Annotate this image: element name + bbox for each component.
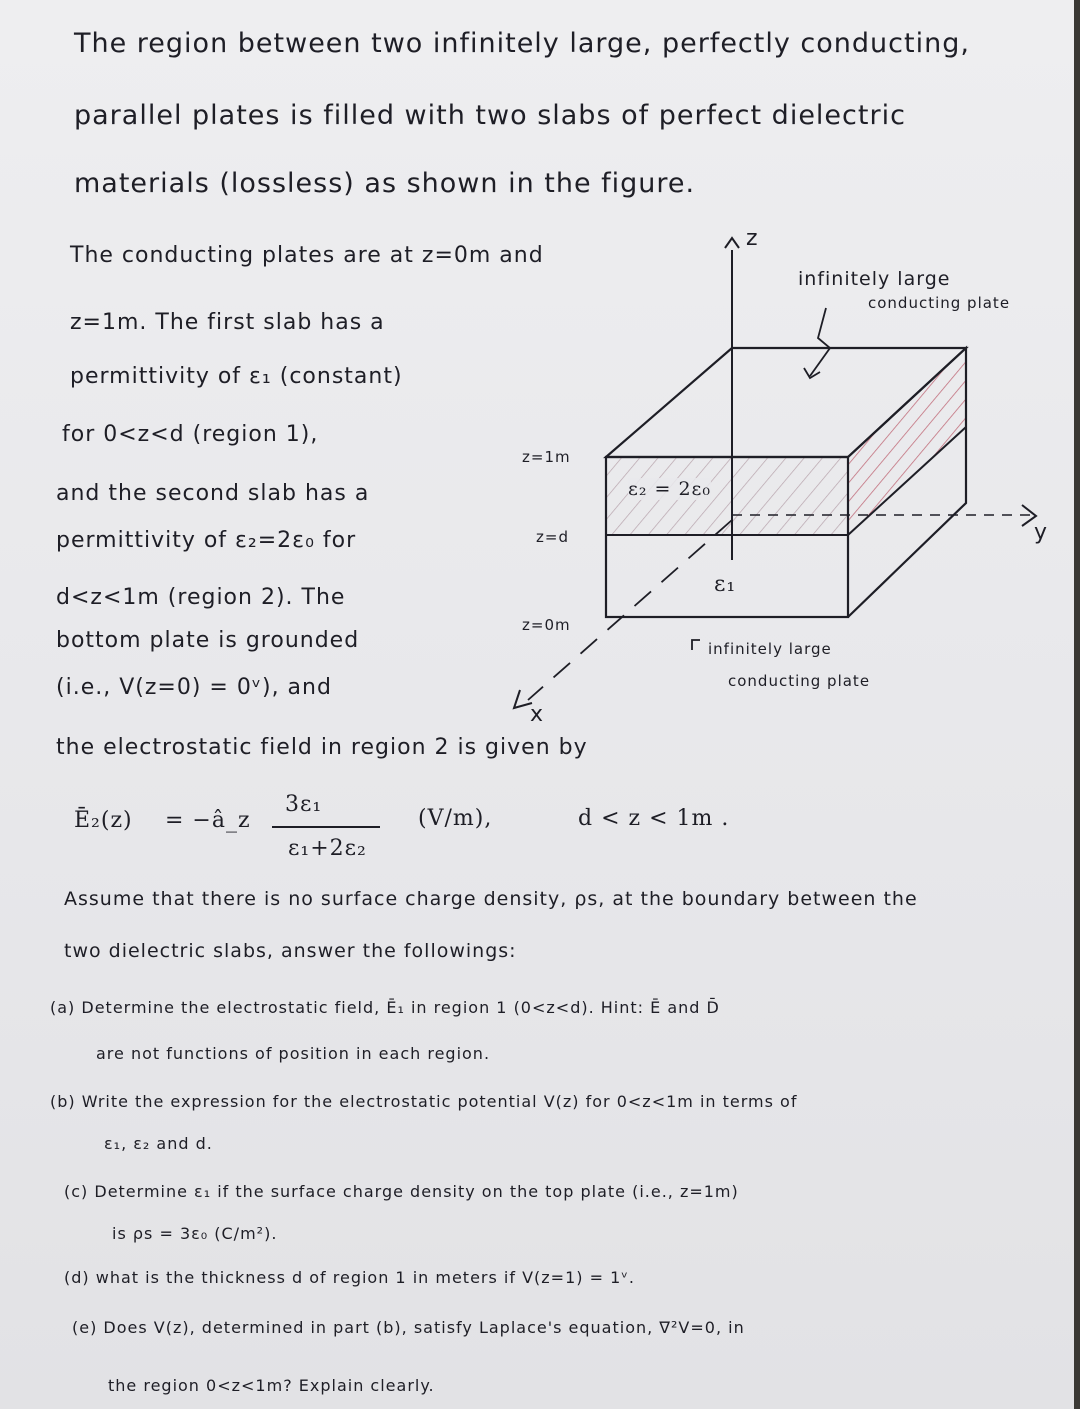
left-text-9: (i.e., V(z=0) = 0ᵛ), and (56, 675, 332, 700)
question-c-line-2: is ρs = 3ε₀ (C/m²). (112, 1224, 278, 1243)
eps1-label: ε₁ (714, 572, 737, 597)
z1-label: z=1m (522, 448, 571, 466)
left-text-10: the electrostatic field in region 2 is given by (56, 735, 588, 760)
question-e-line-1: (e) Does V(z), determined in part (b), satisfy Laplace's equation, ∇²V=0, in (72, 1318, 745, 1337)
eps2-label: ε₂ = 2ε₀ (628, 478, 712, 500)
equation-denominator: ε₁+2ε₂ (288, 836, 367, 861)
top-plate-pointer (810, 308, 830, 376)
intro-line-1: The region between two infinitely large, perfectly conducting, (74, 28, 970, 59)
question-a-line-2: are not functions of position in each region. (96, 1044, 491, 1063)
equation-lhs: Ē₂(z) (74, 808, 133, 833)
left-text-7: d<z<1m (region 2). The (56, 585, 346, 610)
intro-line-3: materials (lossless) as shown in the figure. (74, 168, 696, 199)
question-c-line-1: (c) Determine ε₁ if the surface charge density on the top plate (i.e., z=1m) (64, 1182, 739, 1201)
z0-label: z=0m (522, 616, 571, 634)
question-b-line-2: ε₁, ε₂ and d. (104, 1134, 213, 1153)
equation-numerator: 3ε₁ (285, 792, 323, 817)
intro-line-2: parallel plates is filled with two slabs of perfect dielectric (74, 100, 906, 131)
assume-line-1: Assume that there is no surface charge density, ρs, at the boundary between the (64, 888, 918, 910)
assume-line-2: two dielectric slabs, answer the followings: (64, 940, 517, 962)
photo-edge (1074, 0, 1080, 1409)
question-e-line-2: the region 0<z<1m? Explain clearly. (108, 1376, 435, 1395)
left-text-4: for 0<z<d (region 1), (62, 422, 319, 447)
left-text-8: bottom plate is grounded (56, 628, 360, 653)
fraction-bar (272, 826, 380, 828)
z-axis-label: z (746, 226, 759, 251)
left-text-3: permittivity of ε₁ (constant) (70, 364, 403, 389)
left-text-6: permittivity of ε₂=2ε₀ for (56, 528, 357, 553)
z-axis-arrowhead (725, 238, 739, 248)
question-d-line-1: (d) what is the thickness d of region 1 in meters if V(z=1) = 1ᵛ. (64, 1268, 636, 1287)
question-a-line-1: (a) Determine the electrostatic field, Ē₁ in region 1 (0<z<d). Hint: Ē and D̄ (50, 998, 720, 1017)
bottom-plate-label-1: infinitely large (708, 640, 832, 658)
x-axis-label: x (530, 702, 545, 727)
top-plate-label-1: infinitely large (798, 268, 951, 290)
bottom-plate-label-2: conducting plate (728, 672, 871, 690)
equation-range: d < z < 1m . (578, 806, 730, 831)
equation-units: (V/m), (418, 806, 493, 831)
left-text-1: The conducting plates are at z=0m and (70, 243, 544, 268)
left-text-5: and the second slab has a (56, 481, 370, 506)
equation-eq: = −â_z (165, 808, 251, 833)
y-axis-label: y (1034, 520, 1049, 545)
question-b-line-1: (b) Write the expression for the electrostatic potential V(z) for 0<z<1m in terms of (50, 1092, 798, 1111)
top-plate-label-2: conducting plate (868, 294, 1011, 312)
bottom-plate-pointer (692, 640, 700, 650)
x-axis-line (528, 520, 732, 700)
zd-label: z=d (536, 528, 569, 546)
left-text-2: z=1m. The first slab has a (70, 310, 385, 335)
